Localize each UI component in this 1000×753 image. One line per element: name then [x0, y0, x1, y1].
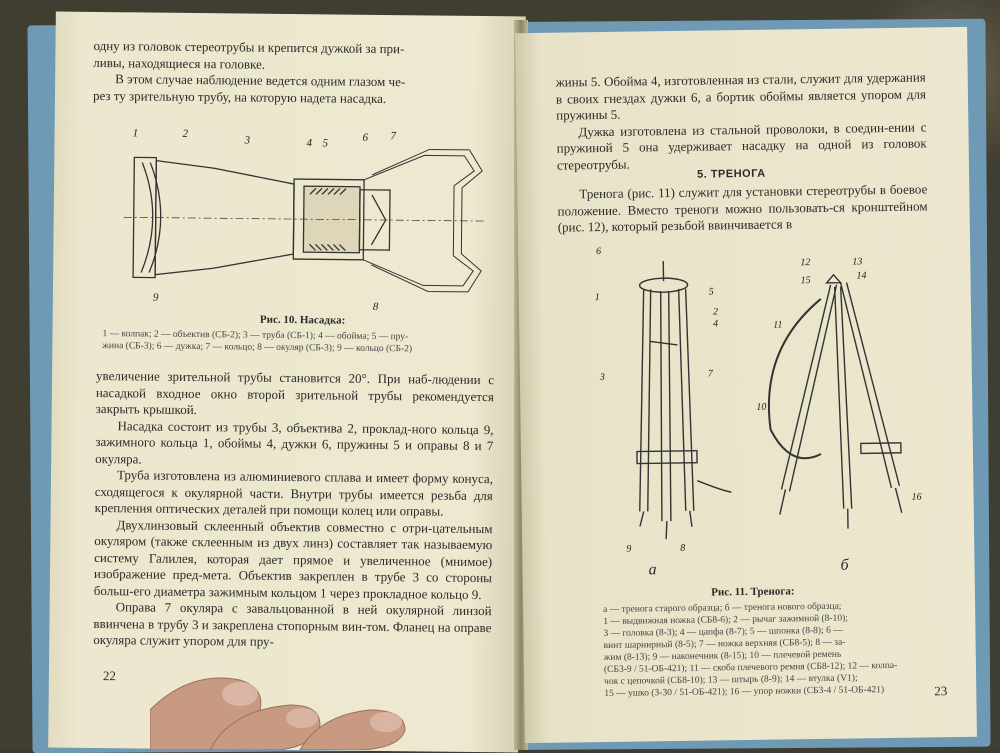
figure-label: 15 — [800, 275, 810, 286]
figure-label: 7 — [708, 368, 714, 379]
caption-line: 1 — выдвижная ножка (СБ8-6); 2 — рычаг зажимной (8-10); — [603, 611, 943, 628]
figure-nozzle-drawing — [123, 122, 505, 316]
figure-label: 10 — [756, 402, 766, 413]
caption-line: 15 — ушко (3-30 / 51-ОБ-421); 16 — упор ножки (СБ3-4 / 51-ОБ-421) — [604, 683, 944, 700]
text-line: рез ту зрительную трубу, на которую надета насадка. — [93, 87, 493, 108]
figure-label: 3 — [243, 135, 250, 147]
figure-label: 11 — [773, 319, 782, 330]
figure-label: 9 — [153, 292, 159, 304]
figure-label: 3 — [599, 372, 605, 383]
caption-line: винт шарнирный (8-5); 7 — ножка верхняя (СБ8-5); 8 — за- — [604, 635, 944, 652]
left-page — [48, 12, 526, 753]
page-number-left: 22 — [103, 668, 116, 684]
figure-label: 1 — [595, 292, 600, 303]
figure-label: 5 — [709, 286, 714, 297]
figure-label: 12 — [800, 257, 810, 268]
figure-sublabel-b: б — [840, 557, 848, 575]
paragraph: Двухлинзовый склеенный объектив совместно с отри-цательным окуляром (также склеенным из двух линз) составляет так называемую систему Галилея, которая дает прямое и увеличенное (мнимое) изображение пред-мета. Объектив закреплен в трубе 3 со стороны больш-его диаметра зажимным кольцом 1 через прокладное кольцо 9. — [94, 516, 493, 603]
figure-caption — [603, 599, 944, 700]
caption-line: жим (8-13); 9 — наконечник (8-15); 10 — плечевой ремень — [604, 647, 944, 664]
figure-label: 8 — [680, 543, 685, 554]
caption-line: (СБ3-9 / 51-ОБ-421); 11 — скоба плечевого ремня (СБ8-12); 12 — колпа- — [604, 659, 944, 676]
text-line: В этом случае наблюдение ведется одним глазом че- — [93, 71, 493, 92]
hand-fingers — [150, 650, 450, 750]
left-body-text — [93, 368, 494, 653]
caption-line: чок с цепочкой (СБ8-10); 13 — штырь (8-9); 14 — втулка (V1); — [604, 671, 944, 688]
paragraph: Тренога (рис. 11) служит для установки стереотрубы в боевое положение. Вместо треноги можно пользовать-ся кронштейном (рис. 12), который резьбой ввинчивается в — [557, 181, 928, 236]
caption-line: жина (СБ-3); 6 — дужка; 7 — кольцо; 8 — окуляр (СБ-3); 9 — кольцо (СБ-2) — [102, 340, 502, 356]
caption-line: 3 — головка (8-3); 4 — цапфа (8-7); 5 — шпонка (8-8); 6 — — [603, 623, 943, 640]
figure-label: 1 — [133, 127, 139, 139]
paragraph: Оправа 7 окуляра с завальцованной в ней окулярной линзой ввинчена в трубу 3 и закреплена стопорным вин-том. Фланец на оправе окуляра служит упором для пру- — [93, 599, 491, 653]
section-heading: 5. ТРЕНОГА — [697, 168, 766, 181]
figure-label: 16 — [912, 492, 922, 503]
right-page — [515, 27, 977, 743]
figure-sublabel-a: а — [648, 561, 656, 579]
left-top-text — [93, 38, 494, 108]
figure-label: 6 — [362, 132, 368, 144]
figure-label: 4 — [306, 137, 312, 149]
paragraph: Насадка состоит из трубы 3, объектива 2, проклад-ного кольца 9, зажимного кольца 1, обоймы 4, дужки 6, пружины 5 и оправы 8 и 7 окуляра. — [95, 417, 493, 471]
figure-tripod-new — [748, 237, 942, 560]
right-top-text — [556, 69, 927, 173]
figure-caption — [102, 328, 502, 356]
caption-line: а — тренога старого образца; б — тренога нового образца; — [603, 599, 943, 616]
paragraph: увеличение зрительной трубы становится 20°. При наб-людении с насадкой входное окно второй зрительной трубы рекомендуется закрыть крышкой. — [96, 368, 494, 422]
figure-label: 8 — [373, 301, 379, 313]
section-text — [557, 181, 928, 236]
figure-label: 4 — [713, 318, 718, 329]
figure-label: 7 — [391, 130, 397, 142]
paragraph: жины 5. Обойма 4, изготовленная из стали, служит для удержания в своих гнездах дужки 6, а бортик обоймы является упором для пружины 5. — [556, 69, 927, 124]
text-line: ливы, находящиеся на головке. — [93, 54, 493, 75]
paragraph: Труба изготовлена из алюминиевого сплава и имеет форму конуса, сходящегося к окулярной части. Внутри трубы имеется резьба для крепления оптических деталей при помощи колец или оправы. — [95, 467, 493, 521]
paragraph: Дужка изготовлена из стальной проволоки, в соедин-ении с пружиной 5 она удерживает насадку на одной из головок стереотрубы. — [556, 119, 927, 174]
figure-label: 2 — [183, 128, 189, 140]
figure-tripod-old — [588, 240, 742, 562]
text-line: одну из головок стереотрубы и крепится дужкой за при- — [93, 38, 493, 59]
figure-label: 2 — [713, 306, 718, 317]
page-number-right: 23 — [934, 683, 947, 699]
figure-caption-title: Рис. 11. Тренога: — [673, 585, 833, 599]
figure-label: 14 — [856, 270, 866, 281]
figure-caption-title: Рис. 10. Насадка: — [203, 313, 403, 327]
figure-label: 13 — [852, 256, 862, 267]
caption-line: 1 — колпак; 2 — объектив (СБ-2); 3 — труба (СБ-1); 4 — обойма; 5 — пру- — [102, 328, 502, 344]
figure-label: 6 — [596, 246, 601, 257]
figure-label: 9 — [626, 544, 631, 555]
figure-label: 5 — [322, 137, 328, 149]
